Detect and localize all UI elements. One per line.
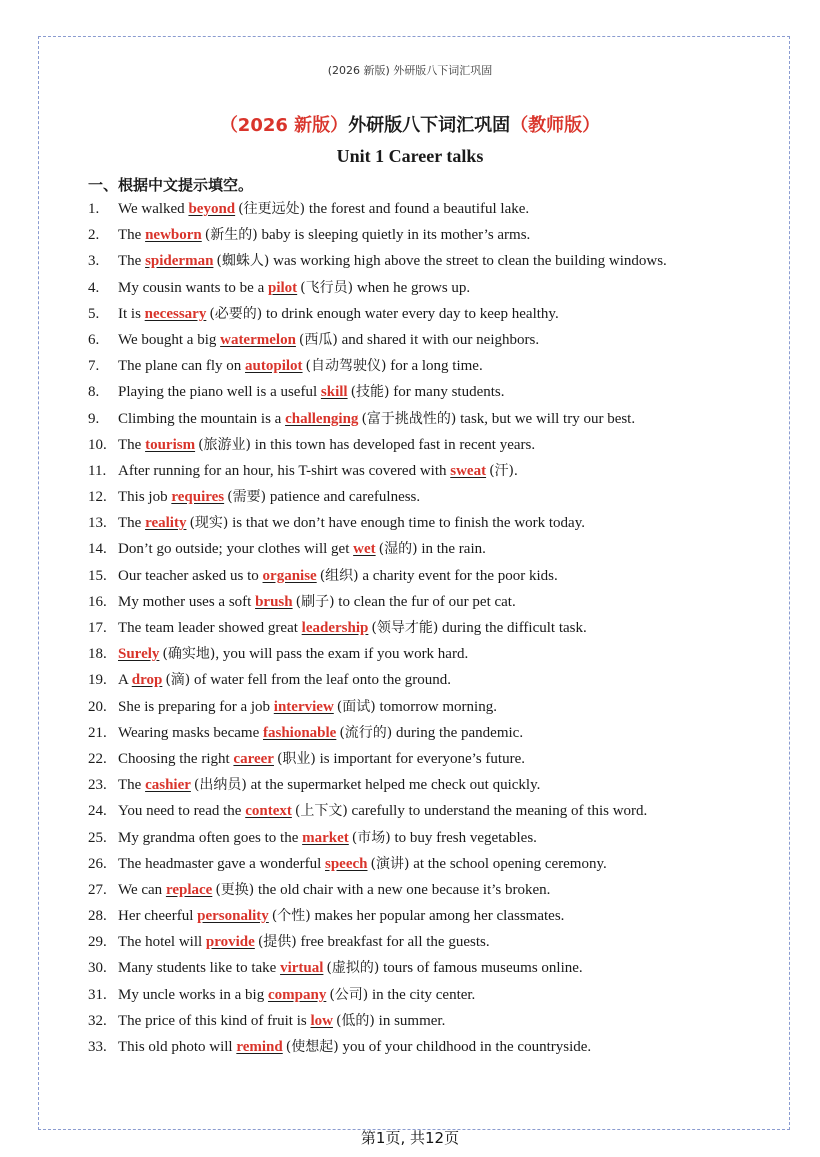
question-number: 19. xyxy=(88,672,107,689)
chinese-hint: (现实) xyxy=(189,515,229,532)
question-number: 14. xyxy=(88,541,107,558)
question-number: 23. xyxy=(88,777,107,794)
question-number: 15. xyxy=(88,567,107,584)
chinese-hint: (确实地) xyxy=(162,646,216,663)
question-text-after: was working high above the street to clean the building windows. xyxy=(269,253,667,270)
question-text-before: This old photo will xyxy=(118,1039,237,1055)
question-item xyxy=(88,772,768,798)
title-version: （教师版） xyxy=(510,115,601,136)
chinese-hint: (领导才能) xyxy=(371,620,439,636)
question-item xyxy=(88,955,768,981)
question-text-before: She is preparing for a job xyxy=(118,698,274,715)
question-text-before: The headmaster gave a wonderful xyxy=(118,855,325,872)
answer-word: drop xyxy=(131,672,163,689)
question-number: 4. xyxy=(88,279,100,296)
chinese-hint: (滴) xyxy=(165,672,191,689)
answer-word: replace xyxy=(165,881,213,898)
chinese-hint: (虚拟的) xyxy=(326,960,380,977)
answer-word: remind xyxy=(236,1039,283,1055)
answer-word: leadership xyxy=(301,620,369,636)
question-text-after: at the supermarket helped me check out quickly. xyxy=(246,777,541,794)
question-item xyxy=(88,222,768,248)
question-text-before: You need to read the xyxy=(118,803,246,820)
question-text-before: The price of this kind of fruit is xyxy=(118,1012,311,1029)
question-number: 16. xyxy=(88,593,107,610)
question-number: 26. xyxy=(88,855,107,872)
question-text-after: for many students. xyxy=(389,384,505,401)
chinese-hint: (富于挑战性的) xyxy=(361,410,457,427)
question-text-before: Many students like to take xyxy=(118,960,281,977)
question-text-before: This job xyxy=(118,489,172,506)
question-text-before: Our teacher asked us to xyxy=(118,567,263,584)
document-title xyxy=(0,111,820,137)
question-number: 18. xyxy=(88,646,107,663)
question-item xyxy=(88,275,768,301)
question-item xyxy=(88,301,768,327)
question-text-before: My cousin wants to be a xyxy=(118,279,268,296)
answer-word: pilot xyxy=(267,279,298,296)
chinese-hint: (必要的) xyxy=(209,305,263,322)
question-text-before: After running for an hour, his T-shirt was covered with xyxy=(118,462,451,479)
question-item xyxy=(88,798,768,824)
chinese-hint: (个性) xyxy=(271,908,311,925)
question-text-before: The xyxy=(118,436,146,453)
question-item xyxy=(88,667,768,693)
question-text-after: is that we don’t have enough time to finish the work today. xyxy=(228,515,585,532)
chinese-hint: (出纳员) xyxy=(193,777,247,794)
question-number: 6. xyxy=(88,331,100,348)
chinese-hint: (演讲) xyxy=(370,855,410,872)
chinese-hint: (上下文) xyxy=(294,803,348,820)
chinese-hint: (飞行员) xyxy=(300,279,354,296)
question-number: 25. xyxy=(88,829,107,846)
title-edition: （2026 新版） xyxy=(219,115,349,136)
question-text-after: , you will pass the exam if you work hard. xyxy=(215,646,469,663)
question-text-before: The xyxy=(118,227,146,244)
answer-word: company xyxy=(267,986,327,1003)
question-number: 5. xyxy=(88,305,100,322)
question-number: 29. xyxy=(88,934,107,951)
answer-word: market xyxy=(302,829,349,846)
question-text-before: Her cheerful xyxy=(118,908,198,925)
question-item xyxy=(88,694,768,720)
question-text-before: We walked xyxy=(118,201,189,217)
answer-word: sweat xyxy=(450,462,487,479)
answer-word: low xyxy=(310,1012,333,1029)
answer-word: speech xyxy=(325,855,368,872)
answer-word: interview xyxy=(273,698,334,715)
question-item xyxy=(88,353,768,379)
question-text-before: We can xyxy=(118,881,166,898)
question-item xyxy=(88,1008,768,1034)
question-item xyxy=(88,484,768,510)
question-text-after: the forest and found a beautiful lake. xyxy=(305,201,530,217)
answer-word: necessary xyxy=(144,305,207,322)
question-number: 20. xyxy=(88,698,107,715)
running-header: (2026 新版) 外研版八下词汇巩固 xyxy=(327,64,493,77)
chinese-hint: (组织) xyxy=(319,567,359,584)
question-number: 2. xyxy=(88,227,100,244)
question-number: 31. xyxy=(88,986,107,1003)
chinese-hint: (西瓜) xyxy=(298,331,338,348)
question-item xyxy=(88,510,768,536)
question-text-before: A xyxy=(118,672,132,689)
question-number: 7. xyxy=(88,358,100,375)
question-number: 11. xyxy=(88,462,107,479)
question-number: 3. xyxy=(88,253,100,270)
question-text-after: in this town has developed fast in recent years. xyxy=(251,436,536,453)
question-number: 30. xyxy=(88,960,107,977)
question-text-before: The xyxy=(118,253,146,270)
question-item xyxy=(88,903,768,929)
question-number: 27. xyxy=(88,881,107,898)
question-item xyxy=(88,589,768,615)
question-number: 24. xyxy=(88,803,107,820)
answer-word: personality xyxy=(197,908,269,925)
question-item xyxy=(88,615,768,641)
answer-word: spiderman xyxy=(145,253,214,270)
answer-word: brush xyxy=(255,593,293,610)
answer-word: skill xyxy=(320,384,348,401)
question-number: 1. xyxy=(88,201,100,217)
answer-word: autopilot xyxy=(245,358,303,375)
question-text-after: task, but we will try our best. xyxy=(456,410,636,427)
answer-word: challenging xyxy=(285,410,359,427)
question-item xyxy=(88,196,768,222)
question-number: 12. xyxy=(88,489,107,506)
chinese-hint: (提供) xyxy=(257,934,297,951)
answer-word: provide xyxy=(205,934,255,951)
answer-word: career xyxy=(233,750,274,767)
section-title: 一、根据中文提示填空。 xyxy=(88,176,254,194)
question-text-after: during the pandemic. xyxy=(392,724,524,741)
answer-word: watermelon xyxy=(220,331,296,348)
question-item xyxy=(88,432,768,458)
question-item xyxy=(88,982,768,1008)
question-text-before: The hotel will xyxy=(118,934,206,951)
question-item xyxy=(88,536,768,562)
question-text-after: free breakfast for all the guests. xyxy=(296,934,490,951)
question-text-before: It is xyxy=(118,305,145,322)
question-text-before: Playing the piano well is a useful xyxy=(118,384,321,401)
question-text-before: Don’t go outside; your clothes will get xyxy=(118,541,354,558)
question-number: 22. xyxy=(88,750,107,767)
question-text-before: The plane can fly on xyxy=(118,358,246,375)
chinese-hint: (职业) xyxy=(276,750,316,767)
question-item xyxy=(88,877,768,903)
chinese-hint: (旅游业) xyxy=(198,436,252,453)
question-item xyxy=(88,563,768,589)
question-number: 21. xyxy=(88,724,107,741)
chinese-hint: (汗) xyxy=(489,462,515,479)
question-text-before: My uncle works in a big xyxy=(118,986,268,1003)
question-text-after: carefully to understand the meaning of this word. xyxy=(347,803,648,820)
question-text-after: makes her popular among her classmates. xyxy=(310,908,565,925)
question-number: 10. xyxy=(88,436,107,453)
question-text-before: Climbing the mountain is a xyxy=(118,410,286,427)
question-text-before: The xyxy=(118,777,146,794)
chinese-hint: (湿的) xyxy=(378,541,418,558)
chinese-hint: (使想起) xyxy=(285,1039,339,1055)
question-number: 13. xyxy=(88,515,107,532)
question-list xyxy=(88,196,768,1060)
question-text-after: you of your childhood in the countryside. xyxy=(338,1039,592,1055)
question-text-after: to buy fresh vegetables. xyxy=(390,829,537,846)
question-number: 28. xyxy=(88,908,107,925)
chinese-hint: (新生的) xyxy=(204,227,258,244)
question-text-after: patience and carefulness. xyxy=(266,489,421,506)
question-item xyxy=(88,248,768,274)
unit-title: Unit 1 Career talks xyxy=(336,146,484,166)
question-item xyxy=(88,1034,768,1060)
chinese-hint: (更换) xyxy=(215,881,255,898)
question-text-before: The xyxy=(118,515,146,532)
question-text-after: to clean the fur of our pet cat. xyxy=(334,593,516,610)
chinese-hint: (需要) xyxy=(227,489,267,506)
answer-word: beyond xyxy=(188,201,236,217)
question-text-after: in the rain. xyxy=(417,541,486,558)
question-text-after: and shared it with our neighbors. xyxy=(337,331,540,348)
chinese-hint: (往更远处) xyxy=(238,201,306,217)
question-number: 9. xyxy=(88,410,100,427)
question-text-after: . xyxy=(514,462,518,479)
question-item xyxy=(88,641,768,667)
question-text-after: at the school opening ceremony. xyxy=(409,855,607,872)
question-text-before: My grandma often goes to the xyxy=(118,829,303,846)
question-item xyxy=(88,851,768,877)
answer-word: wet xyxy=(353,541,376,558)
chinese-hint: (低的) xyxy=(335,1012,375,1029)
question-item xyxy=(88,379,768,405)
question-text-after: when he grows up. xyxy=(353,279,471,296)
answer-word: Surely xyxy=(118,646,160,663)
question-item xyxy=(88,746,768,772)
question-text-before: Wearing masks became xyxy=(118,724,263,741)
answer-word: fashionable xyxy=(262,724,337,741)
question-text-after: a charity event for the poor kids. xyxy=(358,567,558,584)
answer-word: reality xyxy=(145,515,187,532)
chinese-hint: (市场) xyxy=(351,829,391,846)
chinese-hint: (技能) xyxy=(350,384,390,401)
question-text-before: The team leader showed great xyxy=(118,620,302,636)
question-item xyxy=(88,458,768,484)
title-main: 外研版八下词汇巩固 xyxy=(348,115,511,136)
answer-word: virtual xyxy=(280,960,324,977)
question-text-after: is important for everyone’s future. xyxy=(315,750,525,767)
question-text-after: in summer. xyxy=(374,1012,446,1029)
answer-word: requires xyxy=(171,489,225,506)
question-text-after: baby is sleeping quietly in its mother’s arms. xyxy=(257,227,531,244)
question-text-after: tours of famous museums online. xyxy=(379,960,583,977)
question-number: 32. xyxy=(88,1012,107,1029)
question-item xyxy=(88,327,768,353)
question-item xyxy=(88,720,768,746)
question-text-after: the old chair with a new one because it’s broken. xyxy=(254,881,551,898)
answer-word: tourism xyxy=(145,436,196,453)
question-item xyxy=(88,406,768,432)
question-text-after: during the difficult task. xyxy=(438,620,587,636)
answer-word: cashier xyxy=(145,777,191,794)
question-text-before: Choosing the right xyxy=(118,750,234,767)
question-number: 17. xyxy=(88,620,107,636)
question-text-after: of water fell from the leaf onto the ground. xyxy=(190,672,452,689)
answer-word: context xyxy=(245,803,292,820)
answer-word: newborn xyxy=(145,227,202,244)
question-item xyxy=(88,825,768,851)
page-number: 第1页, 共12页 xyxy=(360,1129,460,1147)
chinese-hint: (自动驾驶仪) xyxy=(305,358,387,375)
chinese-hint: (刷子) xyxy=(295,593,335,610)
answer-word: organise xyxy=(262,567,317,584)
chinese-hint: (公司) xyxy=(329,986,369,1003)
chinese-hint: (流行的) xyxy=(339,724,393,741)
chinese-hint: (面试) xyxy=(336,698,376,715)
question-text-before: We bought a big xyxy=(118,331,221,348)
chinese-hint: (蜘蛛人) xyxy=(216,253,270,270)
question-text-after: tomorrow morning. xyxy=(375,698,497,715)
question-text-after: to drink enough water every day to keep healthy. xyxy=(262,305,559,322)
question-number: 33. xyxy=(88,1039,107,1055)
question-text-after: for a long time. xyxy=(386,358,483,375)
question-number: 8. xyxy=(88,384,100,401)
question-item xyxy=(88,929,768,955)
question-text-before: My mother uses a soft xyxy=(118,593,256,610)
question-text-after: in the city center. xyxy=(368,986,476,1003)
